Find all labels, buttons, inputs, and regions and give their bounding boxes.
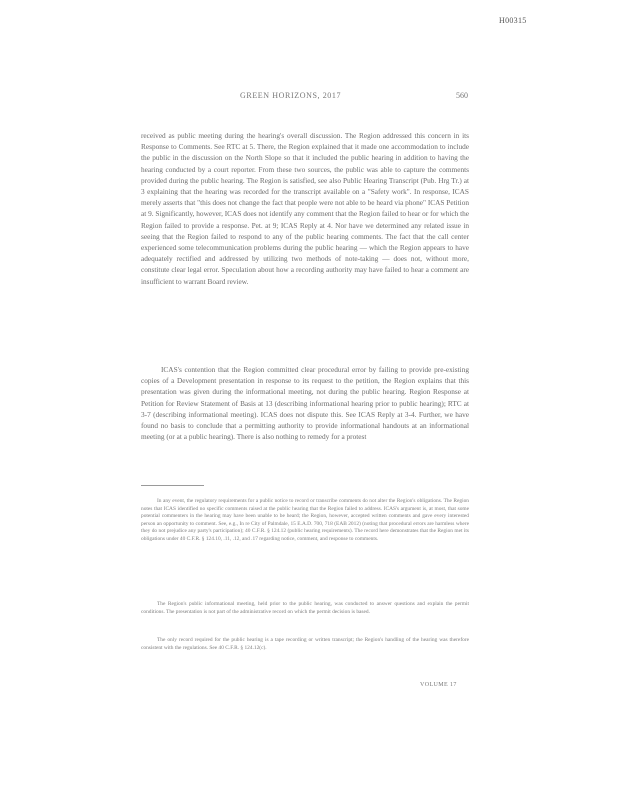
body-paragraph-1: received as public meeting during the hearing's overall discussion. The Region addressed this concern in its Response to Comments. See RTC at 5. There, the Region explained that it made one accommodation to include the public in the discussion on the North Slope so that it included the public hearing in addition to having the hearing conducted by a court reporter. From these two sources, the public was able to capture the comments provided during the public hearing. The Region is satisfied, see also Public Hearing Transcript (Pub. Hrg Tr.) at 3 explaining that the hearing was recorded for the transcript available on a "Safety work". In response, ICAS merely asserts that "this does not change the fact that people were not able to be heard via phone" ICAS Petition at 9. Significantly, however, ICAS does not identify any comment that the Region failed to hear or for which the Region failed to provide a response. Pet. at 9; ICAS Reply at 4. Nor have we determined any related issue in seeing that the Region failed to respond to any of the public hearing comments. The fact that the call center experienced some telecommunication problems during the public hearing — which the Region appears to have adequately rectified and addressed by utilizing two methods of note-taking — does not, without more, constitute clear legal error. Speculation about how a recording authority may have failed to hear a comment are insufficient to warrant Board review.: [141, 131, 469, 286]
footnote-3: The only record required for the public hearing is a tape recording or written transcript; the Region's handling of the hearing was therefore consistent with the regulations. See 40 C.F.R. § 124.12(c).: [141, 637, 469, 651]
footnote-separator: [141, 485, 204, 486]
footnote-1: In any event, the regulatory requirements for a public notice to record or transcribe comments do not alter the Region's obligations. The Region notes that ICAS identified no specific comments raised at the public hearing that the Region failed to address. ICAS's argument is, at most, that some potential commenters in the hearing may have been unable to be heard; the Region, however, accepted written comments and gave every interested person an opportunity to comment. See, e.g., In re City of Palmdale, 15 E.A.D. 700, 718 (EAB 2012) (noting that procedural errors are harmless where they do not prejudice any party's participation); 40 C.F.R. § 124.12 (public hearing requirements). The record here demonstrates that the Region met its obligations under 40 C.F.R. § 124.10, .11, .12, and .17 regarding notice, comment, and response to comments.: [141, 498, 469, 542]
body-paragraph-2: ICAS's contention that the Region committed clear procedural error by failing to provide pre-existing copies of a Development presentation in response to its request to the petition, the Region explains that this presentation was given during the informational meeting, not during the public hearing. Region Response at Petition for Review Statement of Basis at 13 (describing informational hearing prior to public hearing); RTC at 3-7 (describing informational meeting). ICAS does not dispute this. See ICAS Reply at 3-4. Further, we have found no basis to conclude that a permitting authority to provide informational handouts at an informational meeting (or at a public hearing). There is also nothing to remedy for a protest: [141, 365, 469, 442]
running-head: GREEN HORIZONS, 2017: [240, 91, 342, 100]
page-number: 560: [456, 91, 468, 100]
footnote-2: The Region's public informational meeting, held prior to the public hearing, was conducted to answer questions and explain the permit conditions. The presentation is not part of the administrative record on which the permit decision is based.: [141, 601, 469, 615]
volume-footer: VOLUME 17: [420, 682, 457, 688]
bates-number: H00315: [499, 16, 527, 25]
